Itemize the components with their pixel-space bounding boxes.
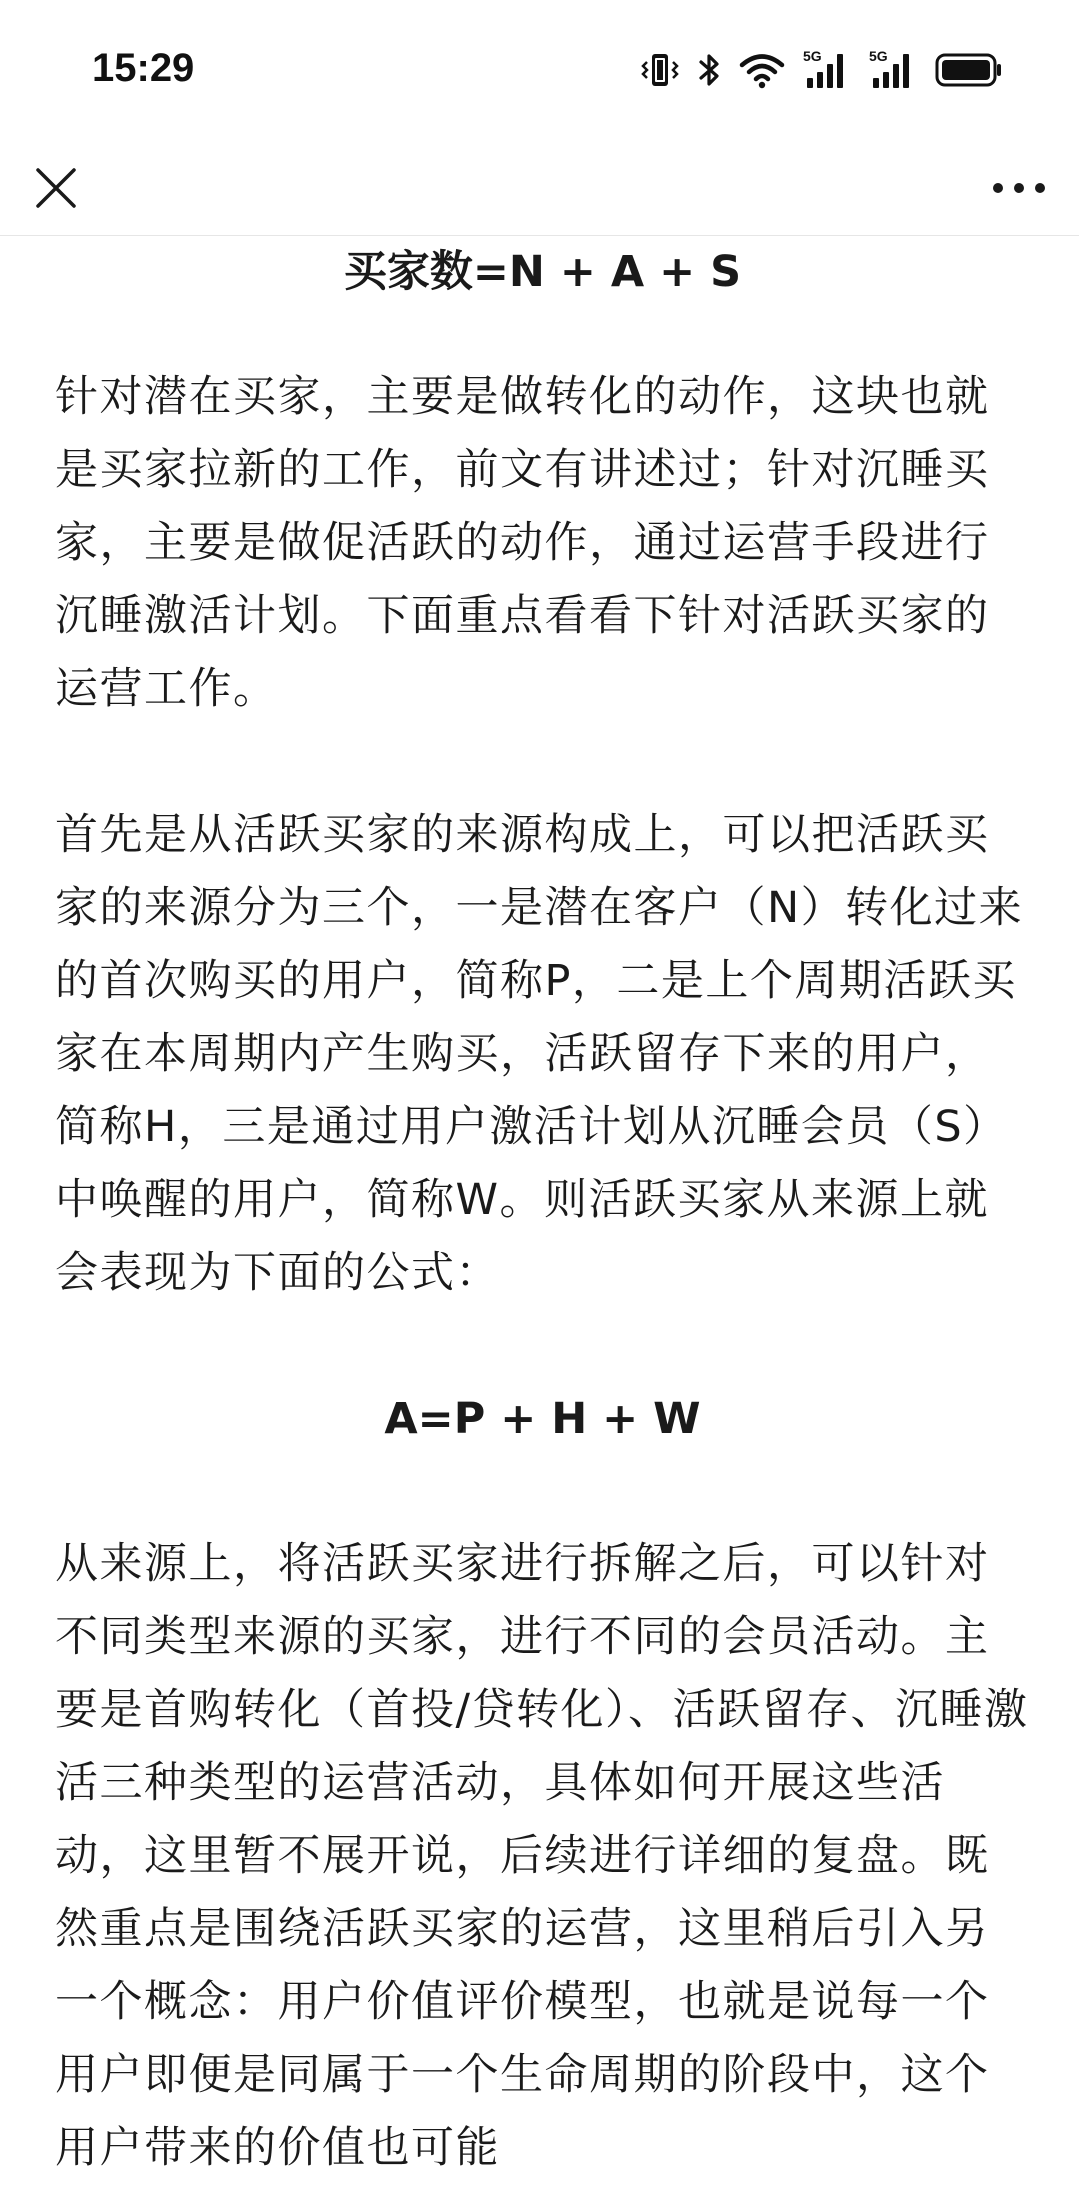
status-bar [0, 0, 1079, 140]
signal-5g-icon [869, 48, 917, 92]
article-body [55, 236, 1030, 2185]
network-label-1: 5G [803, 48, 822, 64]
paragraph-operations: 从来源上，将活跃买家进行拆解之后，可以针对不同类型来源的买家，进行不同的会员活动。主要是首购转化（首投/贷转化）、活跃留存、沉睡激活三种类型的运营活动，具体如何开展这些活动，这里暂不展开说，后续进行详细的复盘。既然重点是围绕活跃买家的运营，这里稍后引入另一个概念：用户价值评价模型，也就是说每一个用户即便是同属于一个生命周期的阶段中，这个用户带来的价值也可能 [55, 1539, 1029, 2173]
wifi-icon [739, 50, 785, 90]
more-button[interactable] [983, 160, 1055, 216]
paragraph-active-sources: 首先是从活跃买家的来源构成上，可以把活跃买家的来源分为三个，一是潜在客户（N）转化过来的首次购买的用户，简称P，二是上个周期活跃买家在本周期内产生购买，活跃留存下来的用户，简称H，三是通过用户激活计划从沉睡会员（S）中唤醒的用户，简称W。则活跃买家从来源上就会表现为下面的公式： [55, 810, 1024, 1298]
more-dots-icon [991, 181, 1047, 195]
vibrate-icon [641, 50, 679, 90]
close-icon [34, 166, 78, 210]
close-button[interactable] [28, 160, 84, 216]
status-icons [641, 48, 1003, 92]
formula-buyers: 买家数=N + A + S [343, 247, 742, 297]
paragraph-potential-sleeping: 针对潜在买家，主要是做转化的动作，这块也就是买家拉新的工作，前文有讲述过；针对沉睡买家，主要是做促活跃的动作，通过运营手段进行沉睡激活计划。下面重点看看下针对活跃买家的运营工作。 [55, 372, 990, 714]
status-time: 15:29 [92, 46, 195, 90]
bluetooth-icon [697, 50, 721, 90]
battery-icon [935, 50, 1003, 90]
formula-active-buyers: A=P + H + W [384, 1394, 701, 1444]
nav-bar [0, 140, 1079, 236]
signal-5g-icon [803, 48, 851, 92]
network-label-2: 5G [869, 48, 888, 64]
